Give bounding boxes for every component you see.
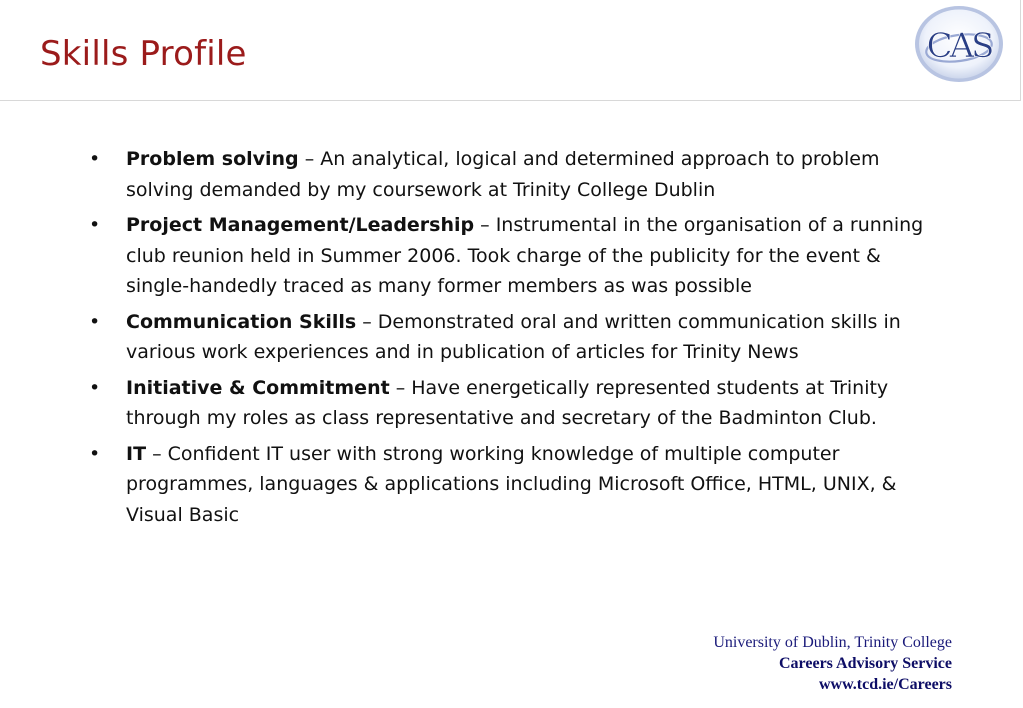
logo-text: CAS [926,26,992,66]
bullet-icon: • [89,376,101,399]
skill-name: Communication Skills [126,310,357,333]
skill-description: – Confident IT user with strong working knowledge of multiple computer programmes, languages & applications including Microsoft Office, HTML, UNIX, & Visual Basic [126,442,897,526]
skill-item-communication [89,307,937,368]
skill-item-it [89,439,937,531]
skill-name: IT [126,442,147,465]
skill-name: Project Management/Leadership [126,214,475,236]
skill-description: – An analytical, logical and determined approach to problem solving demanded by my coursework at Trinity College Dublin [126,148,880,201]
cas-logo [913,4,1005,84]
skill-name: Initiative & Commitment [126,376,390,399]
bullet-icon: • [89,442,101,465]
skill-item-initiative [89,373,937,434]
skill-item-problem-solving [89,144,937,205]
bullet-icon: • [89,310,101,333]
footer-service: Careers Advisory Service [779,655,952,672]
bullet-icon: • [89,214,101,236]
footer [713,632,952,695]
skill-item-project-management [89,210,937,302]
bullet-icon: • [89,148,101,170]
header-edge-line [1020,0,1021,100]
header-divider [0,100,1021,101]
skills-list [89,144,937,535]
skill-description: – Have energetically represented students at Trinity through my roles as class representative and secretary of the Badminton Club. [126,376,889,429]
skill-description: – Demonstrated oral and written communication skills in various work experiences and in publication of articles for Trinity News [126,310,901,363]
footer-university: University of Dublin, Trinity College [713,634,952,651]
skill-name: Problem solving [126,148,299,170]
slide-title: Skills Profile [40,34,247,74]
footer-url: www.tcd.ie/Careers [819,676,952,693]
skill-description: – Instrumental in the organisation of a running club reunion held in Summer 2006. Took charge of the publicity for the event & single-handedly traced as many former members as was possible [126,214,924,297]
